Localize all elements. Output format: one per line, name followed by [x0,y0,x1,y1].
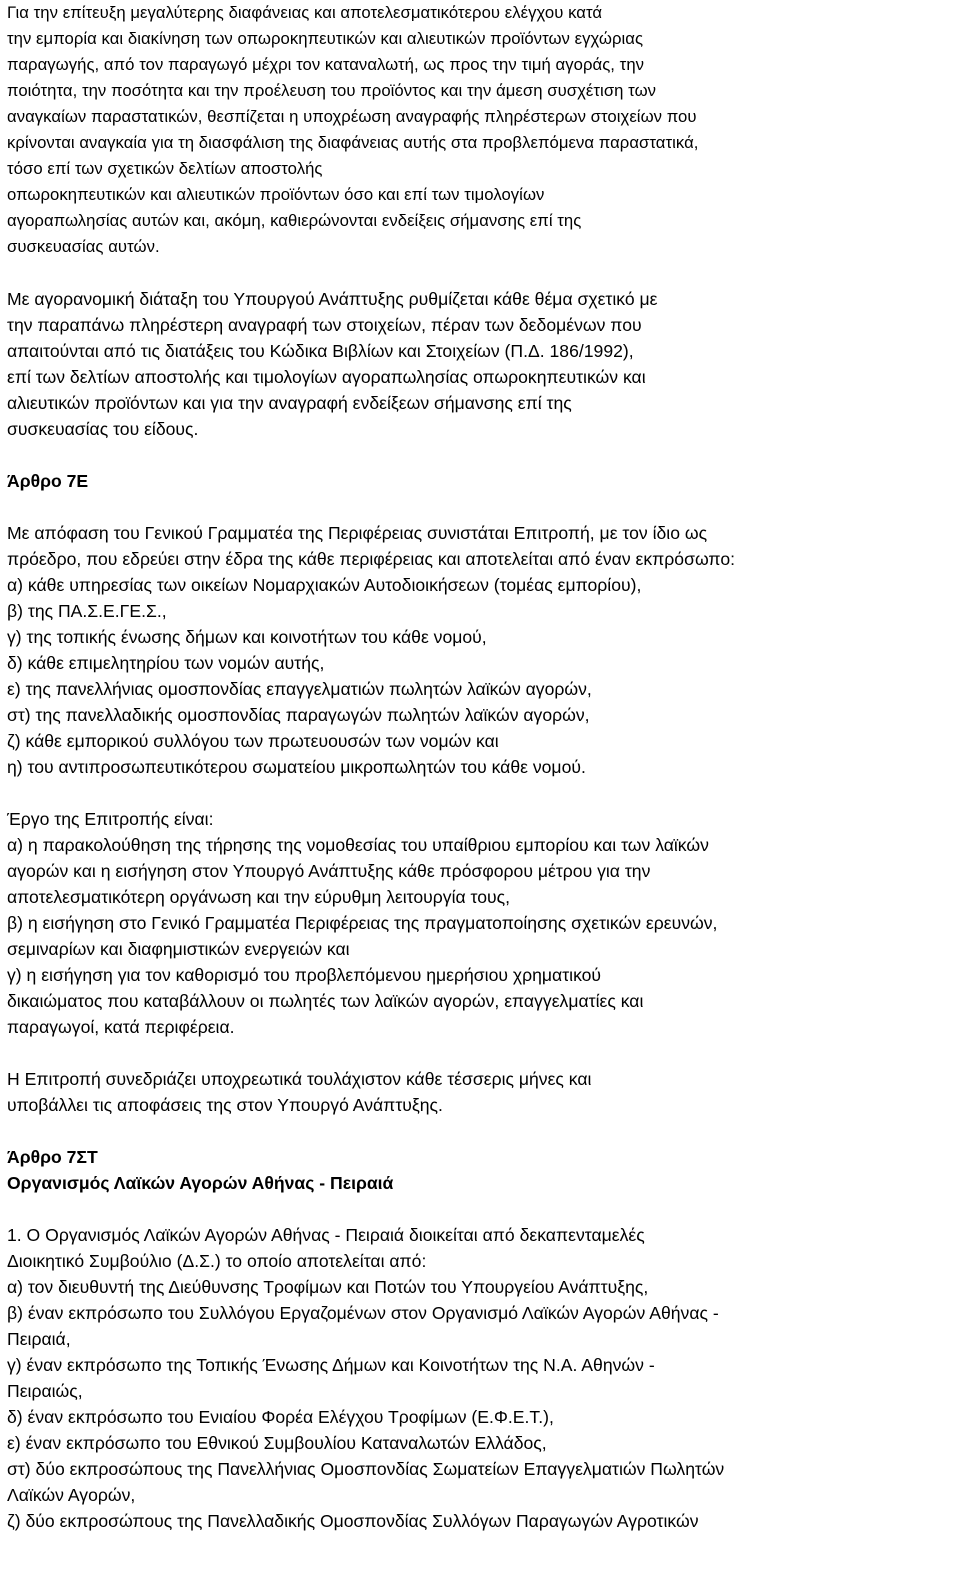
article-title: Άρθρο 7ΣΤ [7,1147,98,1167]
paragraph-market-regulation [7,286,957,442]
text-line: σεμιναρίων και διαφημιστικών ενεργειών και [7,939,350,959]
list-item: β) έναν εκπρόσωπο του Συλλόγου Εργαζομένων στον Οργανισμό Λαϊκών Αγορών Αθήνας - [7,1303,719,1323]
text-line: κρίνονται αναγκαία για τη διασφάλιση της διαφάνειας αυτής στα προβλεπόμενα παραστατικά, [7,133,699,152]
text-line: 1. Ο Οργανισμός Λαϊκών Αγορών Αθήνας - Πειραιά διοικείται από δεκαπενταμελές [7,1225,645,1245]
text-line: απαιτούνται από τις διατάξεις του Κώδικα Βιβλίων και Στοιχείων (Π.Δ. 186/1992), [7,341,634,361]
list-item: ζ) κάθε εμπορικού συλλόγου των πρωτευουσών των νομών και [7,731,499,751]
paragraph-spacer [7,260,957,286]
paragraph-committee-work [7,806,957,1040]
list-item: η) του αντιπροσωπευτικότερου σωματείου μικροπωλητών του κάθε νομού. [7,757,586,777]
paragraph-committee-meetings [7,1066,957,1118]
paragraph-spacer [7,442,957,468]
text-line: αγορών και η εισήγηση στον Υπουργό Ανάπτυξης κάθε πρόσφορου μέτρου για την [7,861,651,881]
list-item: α) η παρακολούθηση της τήρησης της νομοθεσίας του υπαίθριου εμπορίου και των λαϊκών [7,835,709,855]
text-line: παραγωγής, από τον παραγωγό μέχρι τον καταναλωτή, ως προς την τιμή αγοράς, την [7,55,645,74]
list-item: β) η εισήγηση στο Γενικό Γραμματέα Περιφέρειας της πραγματοποίησης σχετικών ερευνών, [7,913,718,933]
text-line: αναγκαίων παραστατικών, θεσπίζεται η υποχρέωση αναγραφής πληρέστερων στοιχείων που [7,107,697,126]
text-line: τόσο επί των σχετικών δελτίων αποστολής [7,159,323,178]
text-line: Για την επίτευξη μεγαλύτερης διαφάνειας και αποτελεσματικότερου ελέγχου κατά [7,3,603,22]
list-item: ε) έναν εκπρόσωπο του Εθνικού Συμβουλίου Καταναλωτών Ελλάδος, [7,1433,547,1453]
paragraph-spacer [7,1196,957,1222]
paragraph-transparency [7,0,957,260]
list-item: στ) δύο εκπροσώπους της Πανελλήνιας Ομοσπονδίας Σωματείων Επαγγελματιών Πωλητών [7,1459,725,1479]
list-item: ε) της πανελλήνιας ομοσπονδίας επαγγελματιών πωλητών λαϊκών αγορών, [7,679,592,699]
text-line: Με απόφαση του Γενικού Γραμματέα της Περιφέρειας συνιστάται Επιτροπή, με τον ίδιο ως [7,523,708,543]
text-line: συσκευασίας του είδους. [7,419,199,439]
list-item: δ) κάθε επιμελητηρίου των νομών αυτής, [7,653,325,673]
text-line: Λαϊκών Αγορών, [7,1485,136,1505]
paragraph-committee [7,520,957,780]
text-line: Διοικητικό Συμβούλιο (Δ.Σ.) το οποίο αποτελείται από: [7,1251,427,1271]
document-page [7,0,957,1534]
list-item: β) της ΠΑ.Σ.Ε.ΓΕ.Σ., [7,601,167,621]
text-line: πρόεδρο, που εδρεύει στην έδρα της κάθε περιφέρειας και αποτελείται από έναν εκπρόσωπο: [7,549,735,569]
list-item: ζ) δύο εκπροσώπους της Πανελλαδικής Ομοσπονδίας Συλλόγων Παραγωγών Αγροτικών [7,1511,699,1531]
text-line: αγοραπωλησίας αυτών και, ακόμη, καθιερώνονται ενδείξεις σήμανσης επί της [7,211,582,230]
text-line: αλιευτικών προϊόντων και για την αναγραφή ενδείξεων σήμανσης επί της [7,393,572,413]
text-line: δικαιώματος που καταβάλλουν οι πωλητές των λαϊκών αγορών, επαγγελματίες και [7,991,644,1011]
text-line: παραγωγοί, κατά περιφέρεια. [7,1017,235,1037]
text-line: την εμπορία και διακίνηση των οπωροκηπευτικών και αλιευτικών προϊόντων εγχώριας [7,29,644,48]
article-7e-heading [7,468,957,494]
paragraph-spacer [7,494,957,520]
list-item: στ) της πανελλαδικής ομοσπονδίας παραγωγών πωλητών λαϊκών αγορών, [7,705,590,725]
text-line: οπωροκηπευτικών και αλιευτικών προϊόντων όσο και επί των τιμολογίων [7,185,545,204]
article-title: Άρθρο 7Ε [7,471,89,491]
text-line: επί των δελτίων αποστολής και τιμολογίων αγοραπωλησίας οπωροκηπευτικών και [7,367,646,387]
list-item: α) τον διευθυντή της Διεύθυνσης Τροφίμων και Ποτών του Υπουργείου Ανάπτυξης, [7,1277,649,1297]
paragraph-spacer [7,780,957,806]
list-item: α) κάθε υπηρεσίας των οικείων Νομαρχιακών Αυτοδιοικήσεων (τομέας εμπορίου), [7,575,642,595]
text-line: την παραπάνω πληρέστερη αναγραφή των στοιχείων, πέραν των δεδομένων που [7,315,642,335]
paragraph-spacer [7,1118,957,1144]
article-7st-heading [7,1144,957,1196]
text-line: Με αγορανομική διάταξη του Υπουργού Ανάπτυξης ρυθμίζεται κάθε θέμα σχετικό με [7,289,658,309]
text-line: αποτελεσματικότερη οργάνωση και την εύρυθμη λειτουργία τους, [7,887,511,907]
list-item: γ) έναν εκπρόσωπο της Τοπικής Ένωσης Δήμων και Κοινοτήτων της Ν.Α. Αθηνών - [7,1355,655,1375]
list-item: γ) η εισήγηση για τον καθορισμό του προβλεπόμενου ημερήσιου χρηματικού [7,965,602,985]
paragraph-organization-board [7,1222,957,1534]
text-line: συσκευασίας αυτών. [7,237,160,256]
text-line: υποβάλλει τις αποφάσεις της στον Υπουργό Ανάπτυξης. [7,1095,443,1115]
text-line: Πειραιώς, [7,1381,83,1401]
list-item: δ) έναν εκπρόσωπο του Ενιαίου Φορέα Ελέγχου Τροφίμων (Ε.Φ.Ε.Τ.), [7,1407,554,1427]
text-line: Η Επιτροπή συνεδριάζει υποχρεωτικά τουλάχιστον κάθε τέσσερις μήνες και [7,1069,592,1089]
paragraph-spacer [7,1040,957,1066]
text-line: Έργο της Επιτροπής είναι: [7,809,214,829]
text-line: ποιότητα, την ποσότητα και την προέλευση του προϊόντος και την άμεση συσχέτιση των [7,81,657,100]
list-item: γ) της τοπικής ένωσης δήμων και κοινοτήτων του κάθε νομού, [7,627,487,647]
text-line: Πειραιά, [7,1329,71,1349]
article-subtitle: Οργανισμός Λαϊκών Αγορών Αθήνας - Πειραιά [7,1173,394,1193]
